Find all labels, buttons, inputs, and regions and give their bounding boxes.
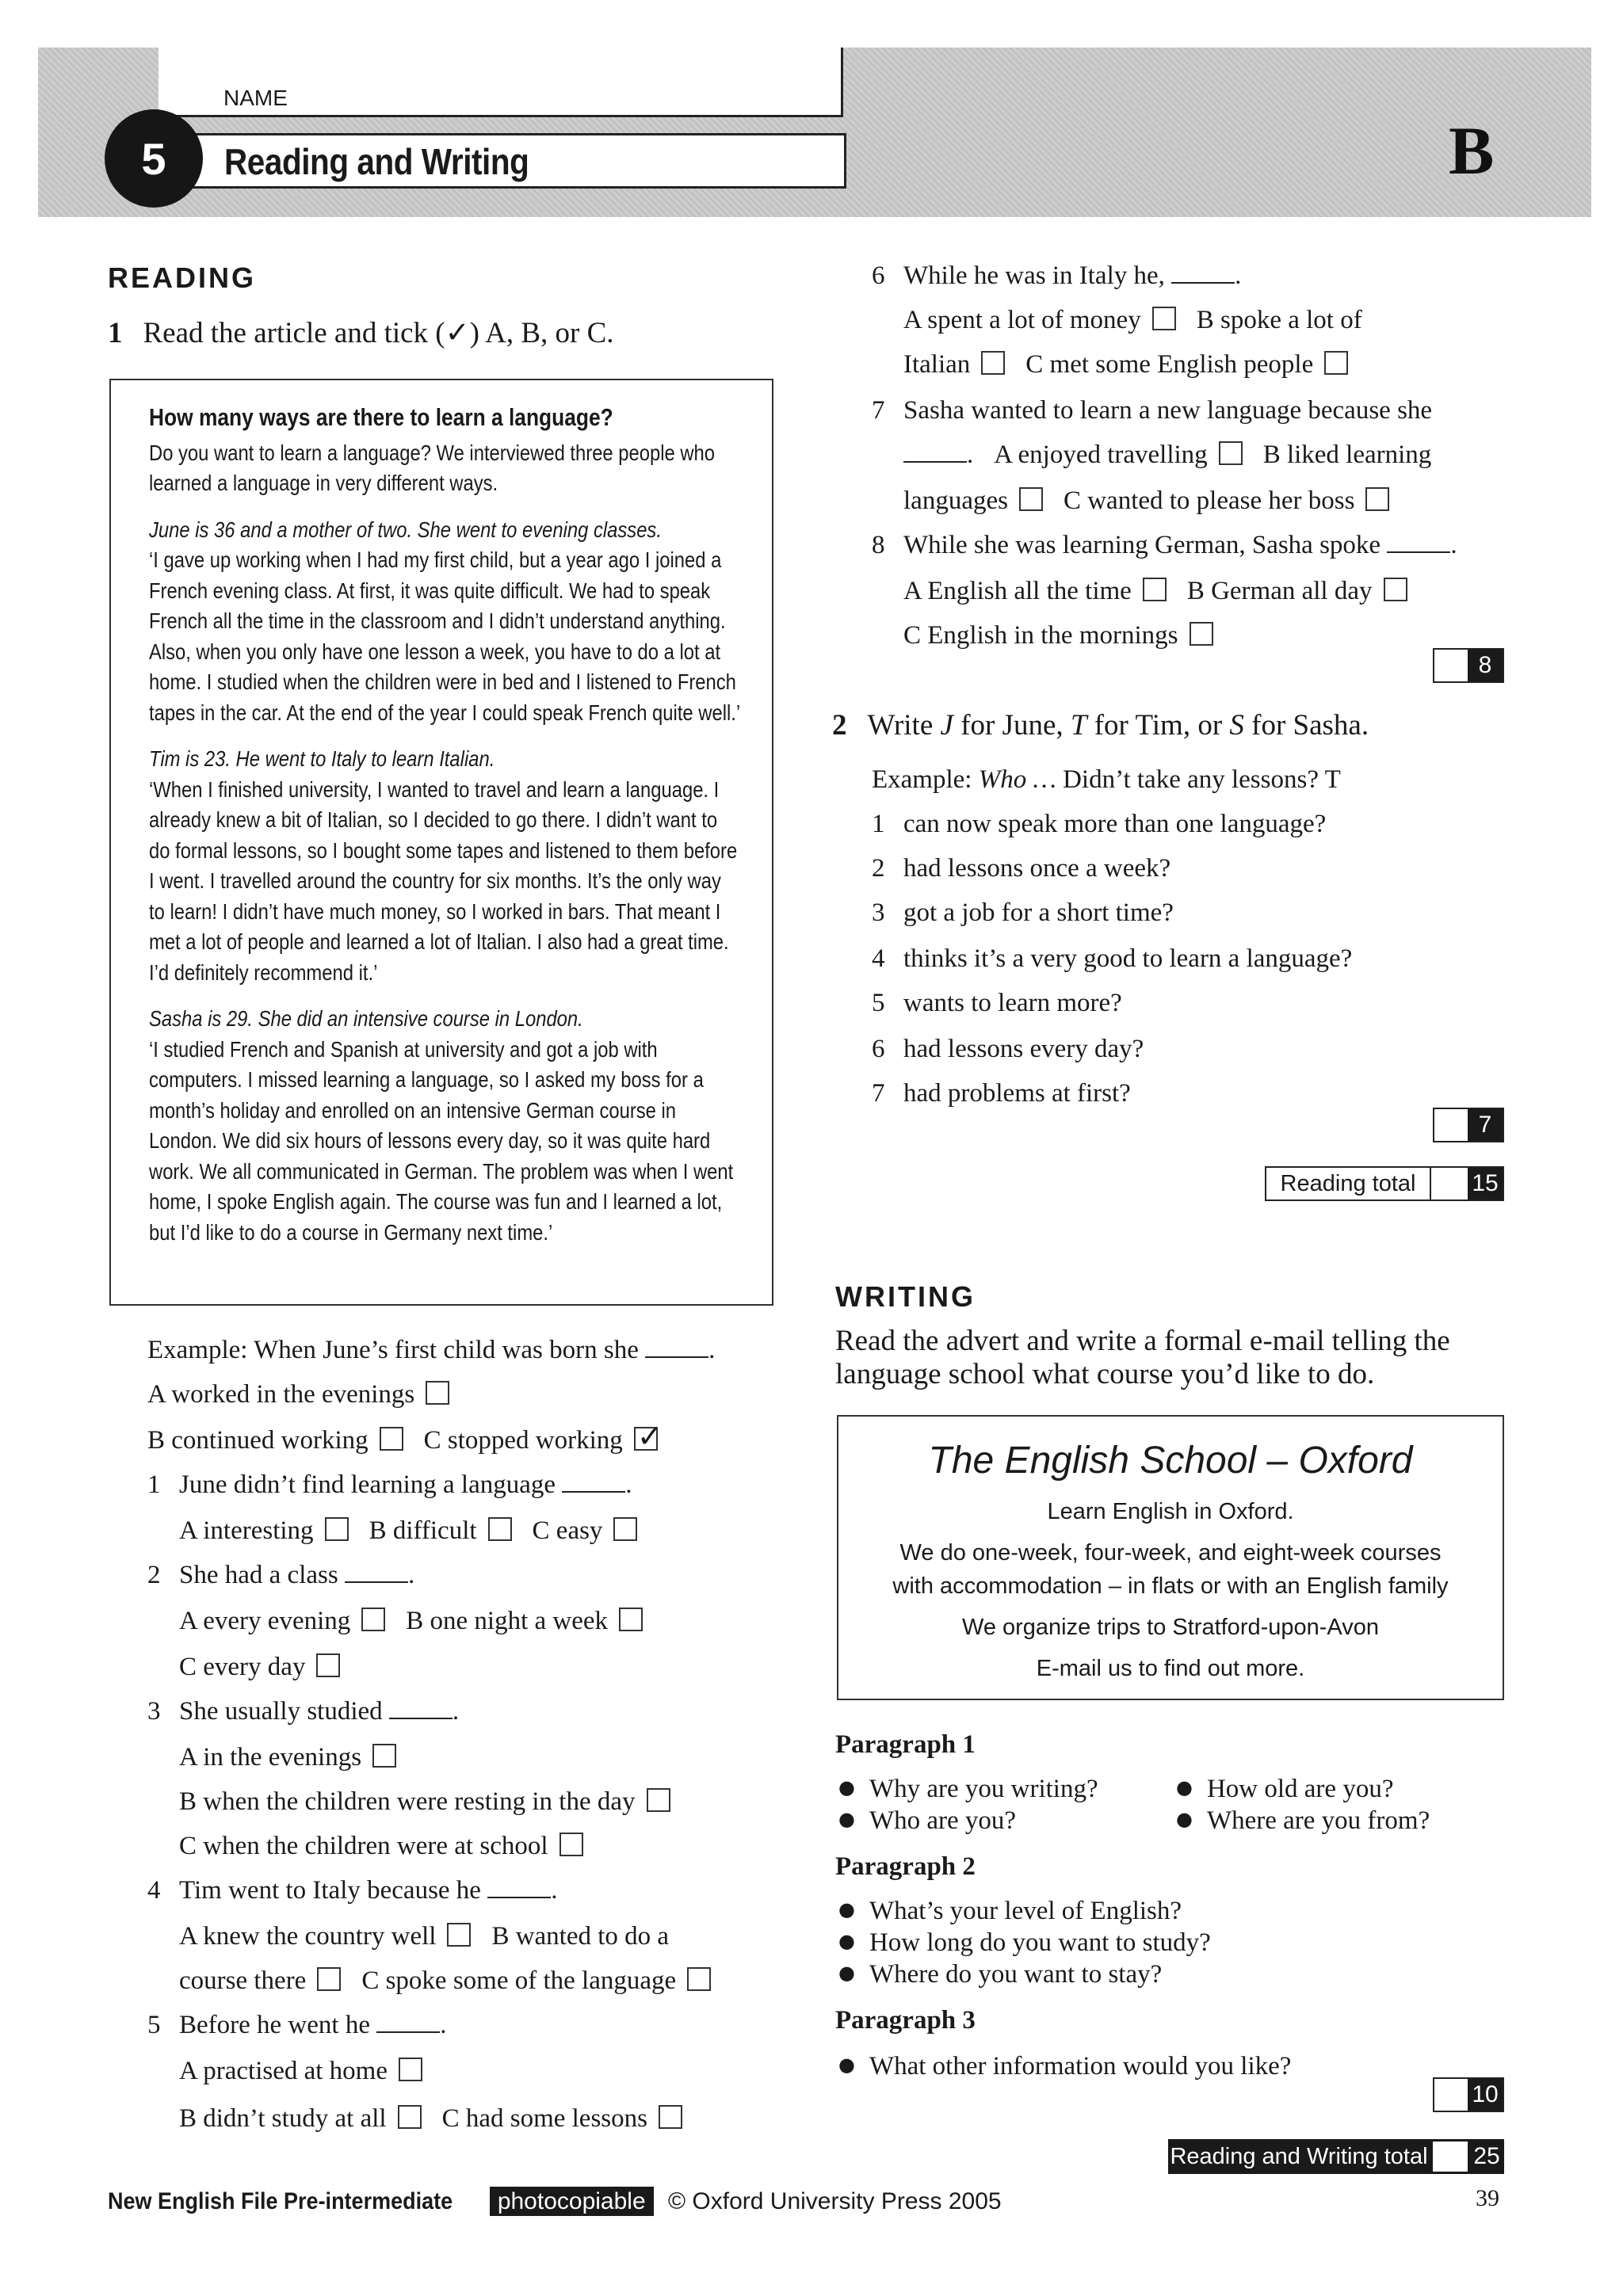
- checkbox[interactable]: [1019, 487, 1043, 511]
- checkbox[interactable]: [380, 1427, 403, 1451]
- footer-copyright: © Oxford University Press 2005: [667, 2188, 1002, 2214]
- checkbox[interactable]: [687, 1967, 711, 1991]
- article-box: [109, 379, 773, 1306]
- sasha-text: ‘I studied French and Spanish at university and got a job with computers. I missed learning a language, so I asked my boss for a month’s holiday and enrolled on an intensive German course in London. We did six hours of lessons every day, so it was quite hard work. We all communicated in German. The problem was when I went home, I spoke English again. The course was fun and I learned a lot, but I’d like to do a course in Germany next time.’: [149, 1036, 734, 1245]
- checkbox[interactable]: [1219, 441, 1243, 465]
- checkbox[interactable]: [316, 1653, 340, 1677]
- question-options: course there C spoke some of the language: [179, 1966, 711, 1996]
- question-options: languages C wanted to please her boss: [903, 486, 1389, 516]
- article-title: How many ways are there to learn a language?: [149, 403, 613, 431]
- ex2-item: 1 can now speak more than one language?: [872, 810, 1327, 838]
- bullet-item: ● Where are you from?: [1176, 1806, 1430, 1836]
- reading-heading: READING: [108, 261, 257, 294]
- unit-number-badge: 5: [105, 109, 203, 208]
- sasha-intro: Sasha is 29. She did an intensive course in London.: [149, 1006, 583, 1031]
- question-options: A spent a lot of money B spoke a lot of: [903, 306, 1362, 334]
- paragraph-1-heading: Paragraph 1: [835, 1730, 976, 1759]
- example-option-a: A worked in the evenings: [147, 1380, 449, 1409]
- question-options: Italian C met some English people: [903, 350, 1348, 379]
- example-stem: Example: When June’s first child was born she .: [147, 1336, 716, 1364]
- bullet-item: ● What other information would you like?: [838, 2052, 1291, 2081]
- question-options: A interesting B difficult C easy: [179, 1516, 637, 1546]
- checkbox[interactable]: [361, 1608, 385, 1631]
- reading-total-score: 15: [1468, 1168, 1503, 1199]
- advert-box: [837, 1415, 1504, 1700]
- question-stem: 7 Sasha wanted to learn a new language because she: [872, 396, 1433, 425]
- checkbox[interactable]: [559, 1833, 583, 1856]
- checkbox[interactable]: [1324, 351, 1348, 375]
- checkbox[interactable]: [372, 1744, 396, 1768]
- question-options: A knew the country well B wanted to do a: [179, 1922, 670, 1951]
- ex2-item: 5 wants to learn more?: [872, 989, 1122, 1017]
- writing-instruction: Read the advert and write a formal e-mail telling the language school what course you’d like to do.: [835, 1325, 1450, 1390]
- paragraph-2-heading: Paragraph 2: [835, 1852, 976, 1881]
- question-options: A every evening B one night a week: [179, 1607, 643, 1636]
- advert-line: with accommodation – in flats or with an English family: [892, 1573, 1449, 1599]
- bullet-item: ● What’s your level of English?: [838, 1897, 1182, 1926]
- ex2-item: 6 had lessons every day?: [872, 1035, 1144, 1063]
- footer-book-title: New English File Pre-intermediate: [108, 2188, 453, 2214]
- rw-total-score: 25: [1473, 2143, 1500, 2169]
- bullet-item: ● Why are you writing?: [838, 1775, 1098, 1804]
- page-number: 39: [1476, 2185, 1499, 2211]
- version-letter: B: [1449, 113, 1495, 189]
- bullet-item: ● How long do you want to study?: [838, 1928, 1211, 1958]
- tim-intro: Tim is 23. He went to Italy to learn Italian.: [149, 746, 495, 771]
- advert-line: We do one-week, four-week, and eight-week courses: [899, 1540, 1442, 1566]
- reading-total-box[interactable]: [1265, 1166, 1504, 1201]
- ex2-number: 2: [832, 709, 847, 742]
- writing-heading: WRITING: [835, 1280, 976, 1313]
- question-options: B didn’t study at all C had some lessons: [179, 2104, 682, 2134]
- ex2-example: Example: Who … Didn’t take any lessons? T: [872, 765, 1341, 794]
- checkbox[interactable]: [1365, 487, 1389, 511]
- footer: [108, 2188, 1002, 2215]
- rw-total-label: Reading and Writing total: [1170, 2144, 1428, 2169]
- name-box[interactable]: [158, 48, 843, 117]
- checkbox[interactable]: [981, 351, 1005, 375]
- tim-text: ‘When I finished university, I wanted to travel and learn a language. I already knew a bit of Italian, so I decided to go there. I didn’t want to do formal lessons, so I bought some tapes and listened to them before I went. I travelled around the country for six months. It’s the only way to learn! I didn’t have much money, so I worked in bars. That meant I met a lot of people and learned a lot of Italian. I also had a great time. I’d definitely recommend it.’: [149, 776, 738, 985]
- question-options: C when the children were at school: [179, 1832, 583, 1861]
- ex2-instruction: 2 Write J for June, T for Tim, or S for Sasha.: [832, 709, 1369, 742]
- checkbox[interactable]: [398, 2105, 422, 2129]
- question-options: B when the children were resting in the day: [179, 1787, 670, 1817]
- article-intro: Do you want to learn a language? We interviewed three people who learned a language in very different ways.: [149, 440, 716, 495]
- checkbox[interactable]: [488, 1517, 512, 1541]
- bullet-item: ● Who are you?: [838, 1806, 1016, 1836]
- ex2-item: 2 had lessons once a week?: [872, 854, 1171, 883]
- advert-line: Learn English in Oxford.: [1047, 1499, 1294, 1524]
- ex2-item: 7 had problems at first?: [872, 1079, 1131, 1108]
- question-stem: 8 While she was learning German, Sasha spoke .: [872, 531, 1457, 559]
- ex2-item: 4 thinks it’s a very good to learn a language?: [872, 944, 1353, 973]
- checkbox[interactable]: [1152, 307, 1176, 330]
- writing-score-box[interactable]: 10: [1433, 2077, 1504, 2112]
- advert-line: We organize trips to Stratford-upon-Avon: [961, 1615, 1380, 1640]
- bullet-item: ● How old are you?: [1176, 1775, 1393, 1804]
- june-text: ‘I gave up working when I had my first child, but a year ago I joined a French evening class. At first, it was quite difficult. We had to speak French all the time in the classroom and I didn’t understand anything. Also, when you only have one lesson a week, you have to do a lot at home. I studied when the children were in bed and I listened to French tapes in the car. At the end of the year I could speak French quite well.’: [149, 547, 741, 725]
- unit-title: Reading and Writing: [224, 141, 529, 182]
- question-options: C English in the mornings: [903, 621, 1213, 650]
- ex1-number: 1: [108, 317, 123, 349]
- photocopiable-badge: photocopiable: [490, 2187, 654, 2216]
- question-options: C every day: [179, 1653, 340, 1682]
- ex2-item: 3 got a job for a short time?: [872, 898, 1174, 927]
- checkbox[interactable]: [399, 2058, 422, 2081]
- reading-total-label: Reading total: [1280, 1171, 1416, 1196]
- advert-title: The English School – Oxford: [928, 1440, 1413, 1482]
- reading-writing-total-box[interactable]: [1168, 2139, 1504, 2174]
- checkbox[interactable]: [613, 1517, 637, 1541]
- checkbox[interactable]: [1384, 578, 1407, 601]
- ex1-instruction-text: Read the article and tick (✓) A, B, or C.: [143, 317, 614, 349]
- title-box: [158, 133, 846, 189]
- ex2-score-box[interactable]: 7: [1433, 1108, 1504, 1142]
- checkbox[interactable]: [1190, 622, 1213, 646]
- question-stem: 1 June didn’t find learning a language .: [147, 1470, 632, 1499]
- checkbox[interactable]: [619, 1608, 643, 1631]
- ex1-instruction: [108, 315, 614, 350]
- question-stem: 6 While he was in Italy he, .: [872, 261, 1242, 290]
- question-stem: 3 She usually studied .: [147, 1697, 460, 1726]
- checkbox[interactable]: [317, 1967, 341, 1991]
- checkbox[interactable]: [447, 1923, 471, 1947]
- bullet-item: ● Where do you want to stay?: [838, 1960, 1162, 1989]
- ex1-score-box[interactable]: 8: [1433, 648, 1504, 683]
- paragraph-3-heading: Paragraph 3: [835, 2006, 976, 2035]
- checkbox[interactable]: [1143, 578, 1167, 601]
- checkbox-checked[interactable]: [634, 1427, 658, 1451]
- checkbox[interactable]: [325, 1517, 349, 1541]
- checkbox[interactable]: [647, 1788, 670, 1812]
- advert-line: E-mail us to find out more.: [1036, 1656, 1305, 1681]
- question-options: . A enjoyed travelling B liked learning: [903, 441, 1431, 470]
- question-stem: 5 Before he went he .: [147, 2011, 447, 2039]
- june-intro: June is 36 and a mother of two. She went to evening classes.: [149, 517, 662, 542]
- checkbox[interactable]: [426, 1381, 449, 1405]
- question-options: A in the evenings: [179, 1743, 396, 1772]
- question-stem: 2 She had a class .: [147, 1561, 415, 1589]
- question-stem: 4 Tim went to Italy because he .: [147, 1876, 558, 1905]
- name-label: NAME: [223, 86, 288, 110]
- question-options: A English all the time B German all day: [903, 577, 1407, 606]
- checkbox[interactable]: [659, 2105, 682, 2129]
- example-options-bc: B continued working C stopped working✓: [147, 1426, 658, 1455]
- question-options: A practised at home: [179, 2057, 422, 2086]
